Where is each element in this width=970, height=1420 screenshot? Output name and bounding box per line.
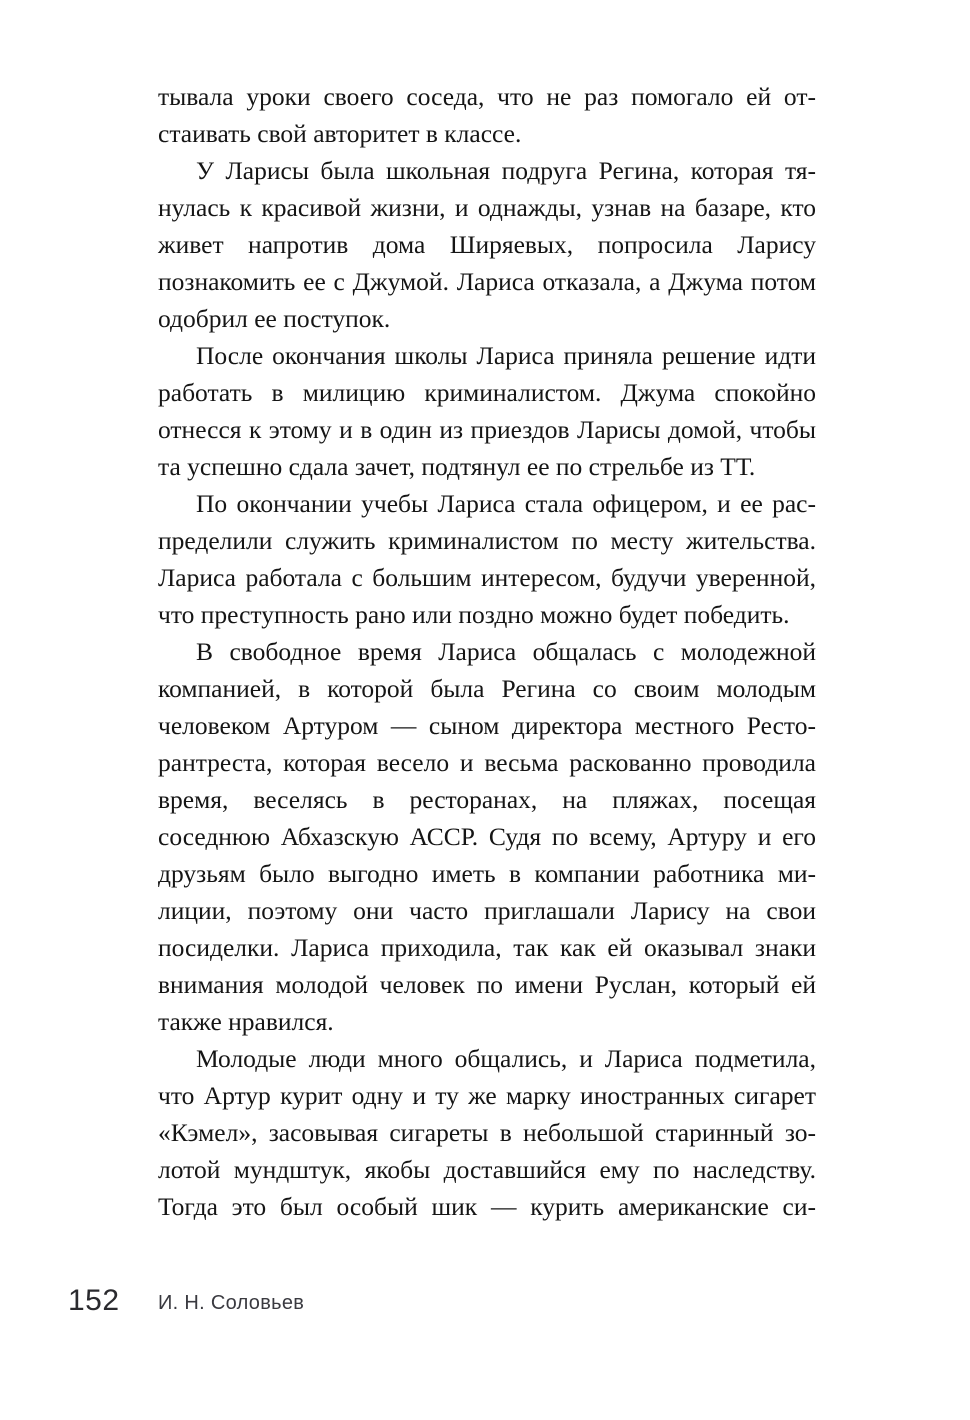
paragraph: По окончании учебы Лариса стала офицером, и ее распределили служить криминалистом по месту жительства. Лариса работала с большим интересом, будучи уверенной, что преступность рано или поздно можно будет победить. [158, 489, 816, 629]
paragraph: В свободное время Лариса общалась с молодежной компанией, в которой была Регина со своим молодым человеком Артуром — сыном директора местного Ресторантреста, которая весело и весьма раскованно проводила время, веселясь в ресторанах, на пляжах, посещая соседнюю Абхазскую АССР. Судя по всему, Артуру и его друзьям было выгодно иметь в компании работника милиции, поэтому они часто приглашали Ларису на свои посиделки. Лариса приходила, так как ей оказывал знаки внимания молодой человек по имени Руслан, который ей также нравился. [158, 637, 816, 1036]
paragraph: У Ларисы была школьная подруга Регина, которая тянулась к красивой жизни, и однажды, узнав на базаре, кто живет напротив дома Ширяевых, попросила Ларису познакомить ее с Джумой. Лариса отказала, а Джума потом одобрил ее поступок. [158, 156, 816, 333]
page-footer [0, 1283, 970, 1329]
page-text-block [158, 78, 816, 1262]
page-number: 152 [68, 1284, 120, 1317]
paragraph: тывала уроки своего соседа, что не раз помогало ей отстаивать свой авторитет в классе. [158, 82, 816, 148]
paragraph: После окончания школы Лариса приняла решение идти работать в милицию криминалистом. Джума спокойно отнесся к этому и в один из приездов Ларисы домой, чтобы та успешно сдала зачет, подтянул ее по стрельбе из ТТ. [158, 341, 816, 481]
paragraph: Молодые люди много общались, и Лариса подметила, что Артур курит одну и ту же марку иностранных сигарет «Кэмел», засовывая сигареты в небольшой старинный золотой мундштук, якобы доставшийся ему по наследству. Тогда это был особый шик — курить американские си [158, 1044, 816, 1221]
running-head-author: И. Н. Соловьев [158, 1292, 305, 1314]
